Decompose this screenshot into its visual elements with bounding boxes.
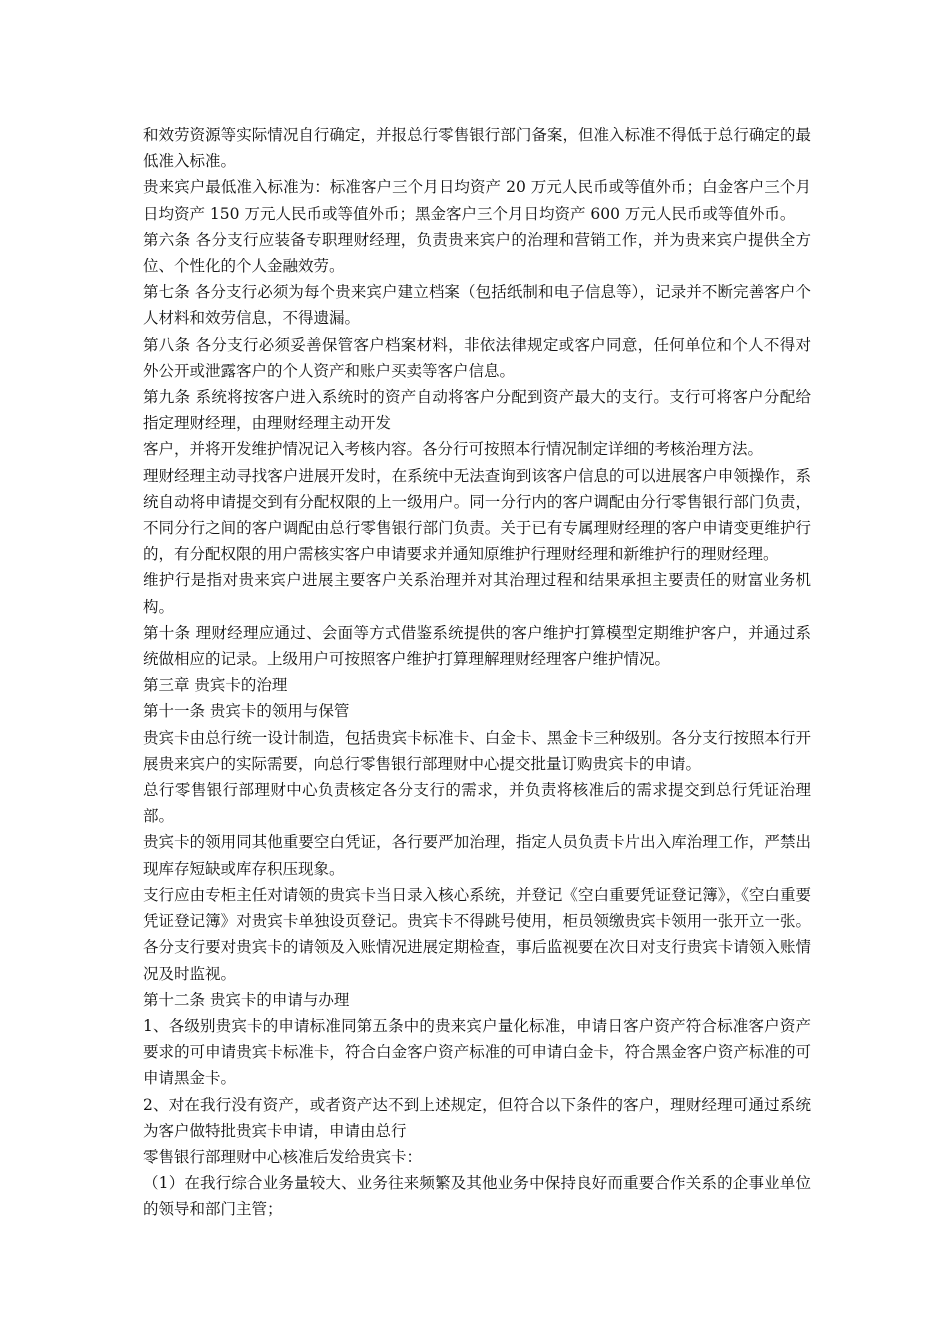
paragraph-9: 维护行是指对贵来宾户进展主要客户关系治理并对其治理过程和结果承担主要责任的财富业务机构。	[143, 571, 811, 616]
paragraph-10: 第十条 理财经理应通过、会面等方式借鉴系统提供的客户维护打算模型定期维护客户，并通过系统做相应的记录。上级用户可按照客户维护打算理解理财经理客户维护情况。	[143, 623, 811, 669]
paragraph-6: 第九条 系统将按客户进入系统时的资产自动将客户分配到资产最大的支行。支行可将客户分配给指定理财经理，由理财经理主动开发	[143, 388, 811, 433]
paragraph-2: 贵来宾户最低准入标准为：标准客户三个月日均资产 20 万元人民币或等值外币；白金客户三个月日均资产 150 万元人民币或等值外币；黑金客户三个月日均资产 600 万元人民币或等值外币。	[143, 178, 811, 223]
article-heading-11: 第十一条 贵宾卡的领用与保管	[143, 702, 350, 721]
paragraph-20: 零售银行部理财中心核准后发给贵宾卡：	[143, 1147, 423, 1166]
paragraph-8: 理财经理主动寻找客户进展开发时，在系统中无法查询到该客户信息的可以进展客户申领操作，系统自动将申请提交到有分配权限的上一级用户。同一分行内的客户调配由分行零售银行部门负责，不同分行之间的客户调配由总行零售银行部门负责。关于已有专属理财经理的客户申请变更维护行的，有分配权限的用户需核实客户申请要求并通知原维护行理财经理和新维护行的理财经理。	[143, 466, 811, 564]
paragraph-4: 第七条 各分支行必须为每个贵来宾户建立档案（包括纸制和电子信息等），记录并不断完善客户个人材料和效劳信息，不得遗漏。	[143, 283, 811, 328]
chapter-heading: 第三章 贵宾卡的治理	[143, 676, 288, 695]
paragraph-7: 客户，并将开发维护情况记入考核内容。各分行可按照本行情况制定详细的考核治理方法。	[143, 440, 764, 459]
article-heading-12: 第十二条 贵宾卡的申请与办理	[143, 990, 350, 1009]
paragraph-15: 贵宾卡的领用同其他重要空白凭证，各行要严加治理，指定人员负责卡片出入库治理工作，严禁出现库存短缺或库存积压现象。	[143, 833, 811, 878]
document-page	[143, 122, 811, 1223]
paragraph-1: 和效劳资源等实际情况自行确定，并报总行零售银行部门备案，但准入标准不得低于总行确定的最低准入标准。	[143, 126, 811, 171]
paragraph-3: 第六条 各分支行应装备专职理财经理，负责贵来宾户的治理和营销工作，并为贵来宾户提供全方位、个性化的个人金融效劳。	[143, 230, 811, 276]
paragraph-19: 2、对在我行没有资产，或者资产达不到上述规定，但符合以下条件的客户，理财经理可通过系统为客户做特批贵宾卡申请，申请由总行	[143, 1095, 811, 1140]
paragraph-16: 支行应由专柜主任对请领的贵宾卡当日录入核心系统，并登记《空白重要凭证登记簿》，《空白重要凭证登记簿》对贵宾卡单独设页登记。贵宾卡不得跳号使用，柜员领缴贵宾卡领用一张开立一张。各分支行要对贵宾卡的请领及入账情况进展定期检查，事后监视要在次日对支行贵宾卡请领入账情况及时监视。	[143, 885, 811, 983]
paragraph-5: 第八条 各分支行必须妥善保管客户档案材料，非依法律规定或客户同意，任何单位和个人不得对外公开或泄露客户的个人资产和账户买卖等客户信息。	[143, 335, 811, 380]
paragraph-14: 总行零售银行部理财中心负责核定各分支行的需求，并负责将核准后的需求提交到总行凭证治理部。	[143, 781, 811, 826]
paragraph-18: 1、各级别贵宾卡的申请标准同第五条中的贵来宾户量化标准，申请日客户资产符合标准客户资产要求的可申请贵宾卡标准卡，符合白金客户资产标准的可申请白金卡，符合黑金客户资产标准的可申请黑金卡。	[143, 1016, 811, 1088]
paragraph-21: （1）在我行综合业务量较大、业务往来频繁及其他业务中保持良好而重要合作关系的企事业单位的领导和部门主管；	[143, 1174, 811, 1219]
paragraph-13: 贵宾卡由总行统一设计制造，包括贵宾卡标准卡、白金卡、黑金卡三种级别。各分支行按照本行开展贵来宾户的实际需要，向总行零售银行部理财中心提交批量订购贵宾卡的申请。	[143, 728, 811, 773]
